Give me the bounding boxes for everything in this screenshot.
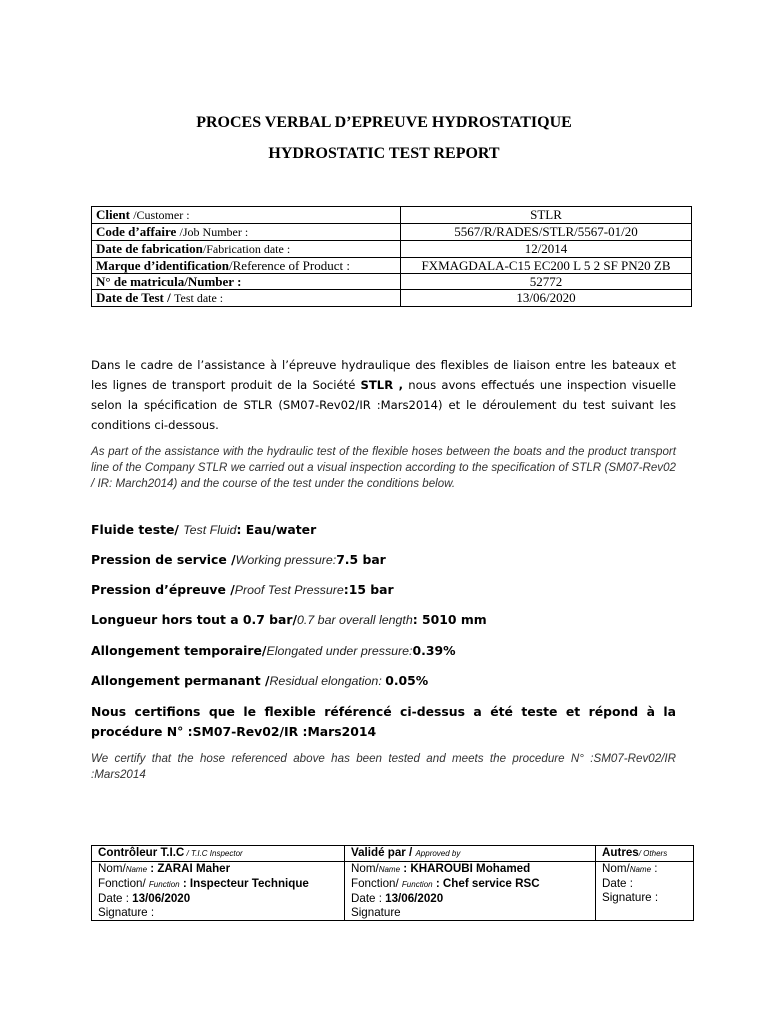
certification-en: We certify that the hose referenced above has been tested and meets the procedure N° :SM07-Rev02/IR :Mars2014 — [91, 752, 676, 781]
fab-label — [92, 241, 401, 258]
working-pressure-line — [91, 552, 386, 567]
date-label: Date : — [351, 892, 386, 905]
inspector-function — [98, 877, 338, 892]
param-label-en: 0.7 bar overall length — [297, 613, 413, 627]
table-row — [92, 224, 692, 241]
approved-signature: Signature — [351, 906, 401, 919]
param-value: :15 bar — [343, 582, 394, 597]
others-date: Date : — [602, 877, 633, 890]
client-value: STLR — [401, 207, 692, 224]
job-label — [92, 224, 401, 241]
table-row — [92, 274, 692, 290]
approved-function — [351, 877, 589, 892]
overall-length-line — [91, 612, 487, 627]
table-row — [92, 290, 692, 307]
table-row — [92, 258, 692, 274]
inspector-title-en: / T.I.C Inspector — [184, 849, 243, 858]
param-label-fr: Longueur hors tout a 0.7 bar/ — [91, 612, 298, 627]
job-label-fr: Code d’affaire — [96, 224, 180, 239]
approved-date — [351, 892, 589, 906]
document-title-en: HYDROSTATIC TEST REPORT — [268, 145, 500, 162]
name-label: Nom/ — [98, 862, 126, 875]
date-value: 13/06/2020 — [385, 892, 444, 905]
inspector-signature: Signature : — [98, 906, 155, 919]
number-value: 52772 — [401, 274, 692, 290]
certification-fr: Nous certifions que le flexible référencé ci-dessus a été teste et répond à la procédure N° :SM07-Rev02/IR :Mars2014 — [91, 704, 676, 739]
param-label-en: Working pressure: — [235, 553, 337, 567]
test-date-value: 13/06/2020 — [401, 290, 692, 307]
approved-name — [351, 862, 589, 877]
approved-details — [345, 862, 596, 921]
client-label — [92, 207, 401, 224]
param-label-en: Proof Test Pressure — [234, 583, 344, 597]
param-label-fr: Pression de service / — [91, 552, 236, 567]
function-label: Fonction/ — [351, 877, 402, 890]
table-row — [92, 207, 692, 224]
param-value: 7.5 bar — [336, 552, 386, 567]
test-date-label — [92, 290, 401, 307]
approved-title: Validé par / — [351, 846, 416, 859]
table-row — [92, 241, 692, 258]
others-title: Autres — [602, 846, 639, 859]
job-value: 5567/R/RADES/STLR/5567-01/20 — [401, 224, 692, 241]
mark-label-en: /Reference of Product : — [229, 258, 350, 273]
proof-pressure-line — [91, 582, 394, 597]
test-date-label-en: Test date : — [174, 291, 224, 305]
param-label-en: Test Fluid — [183, 523, 237, 537]
function-label-en: Function — [148, 880, 180, 889]
name-value: : KHAROUBI Mohamed — [400, 862, 531, 875]
name-label-en: Name — [125, 865, 148, 874]
inspector-date — [98, 892, 338, 906]
name-value: : ZARAI Maher — [147, 862, 231, 875]
job-label-en: /Job Number : — [179, 225, 249, 239]
test-date-label-fr: Date de Test / — [96, 290, 174, 305]
param-label-en: Elongated under pressure: — [266, 644, 413, 658]
param-label-fr: Fluide teste/ — [91, 522, 184, 537]
fab-value: 12/2014 — [401, 241, 692, 258]
client-label-fr: Client — [96, 207, 134, 222]
date-label: Date : — [98, 892, 133, 905]
intro-paragraph-en: As part of the assistance with the hydraulic test of the flexible hoses between the boats and the product transport line of the Company STLR we carried out a visual inspection according to the specification of STLR (SM07-Rev02 / IR: March2014) and the course of the test under the conditions below. — [91, 445, 676, 490]
number-label: N° de matricula/Number : — [92, 274, 401, 290]
param-label-fr: Allongement temporaire/ — [91, 643, 267, 658]
others-signature: Signature : — [602, 891, 659, 904]
function-label: Fonction/ — [98, 877, 149, 890]
fab-label-en: /Fabrication date : — [202, 242, 291, 256]
intro-text-1: Dans le cadre de l’assistance à l’épreuve hydraulique des flexibles de liaison entre les bateaux et les lignes de transport produit de la Société — [91, 358, 676, 392]
others-title-en: / Others — [638, 849, 668, 858]
function-value: : Chef service RSC — [432, 877, 540, 890]
date-value: 13/06/2020 — [132, 892, 191, 905]
others-name — [602, 862, 687, 877]
param-value: 0.39% — [412, 643, 456, 658]
name-label: Nom/ — [602, 862, 630, 875]
function-label-en: Function — [401, 880, 433, 889]
permanent-elongation-line — [91, 673, 428, 688]
mark-value: FXMAGDALA-C15 EC200 L 5 2 SF PN20 ZB — [401, 258, 692, 274]
approved-title-en: Approved by — [415, 849, 461, 858]
document-title-fr: PROCES VERBAL D’EPREUVE HYDROSTATIQUE — [196, 114, 572, 131]
product-info-table — [91, 206, 692, 307]
param-value: : Eau/water — [236, 522, 317, 537]
name-value: : — [651, 862, 658, 875]
param-label-fr: Allongement permanant / — [91, 673, 270, 688]
inspector-details — [92, 862, 345, 921]
signature-table — [91, 845, 694, 921]
mark-label — [92, 258, 401, 274]
others-details — [596, 862, 694, 921]
approved-header — [345, 846, 596, 862]
mark-label-fr: Marque d’identification — [96, 258, 230, 273]
name-label-en: Name — [378, 865, 401, 874]
table-row — [92, 862, 694, 921]
param-value: : 5010 mm — [412, 612, 487, 627]
param-label-fr: Pression d’épreuve / — [91, 582, 235, 597]
table-row — [92, 846, 694, 862]
temporary-elongation-line — [91, 643, 456, 658]
inspector-header — [92, 846, 345, 862]
function-value: : Inspecteur Technique — [179, 877, 309, 890]
client-label-en: /Customer : — [133, 208, 190, 222]
intro-paragraph-fr — [91, 355, 676, 435]
others-header — [596, 846, 694, 862]
inspector-title: Contrôleur T.I.C — [98, 846, 185, 859]
inspector-name — [98, 862, 338, 877]
company-name: STLR , — [360, 378, 404, 392]
intro-text-2: nous avons effectués une inspection visuelle selon la spécification de STLR (SM07-Rev02/IR :Mars2014) et le déroulement du test suivant les conditions ci-dessous. — [91, 378, 676, 432]
test-fluid-line — [91, 522, 316, 537]
name-label: Nom/ — [351, 862, 379, 875]
param-value: 0.05% — [385, 673, 429, 688]
fab-label-fr: Date de fabrication — [96, 241, 203, 256]
name-label-en: Name — [629, 865, 652, 874]
param-label-en: Residual elongation: — [269, 674, 386, 688]
